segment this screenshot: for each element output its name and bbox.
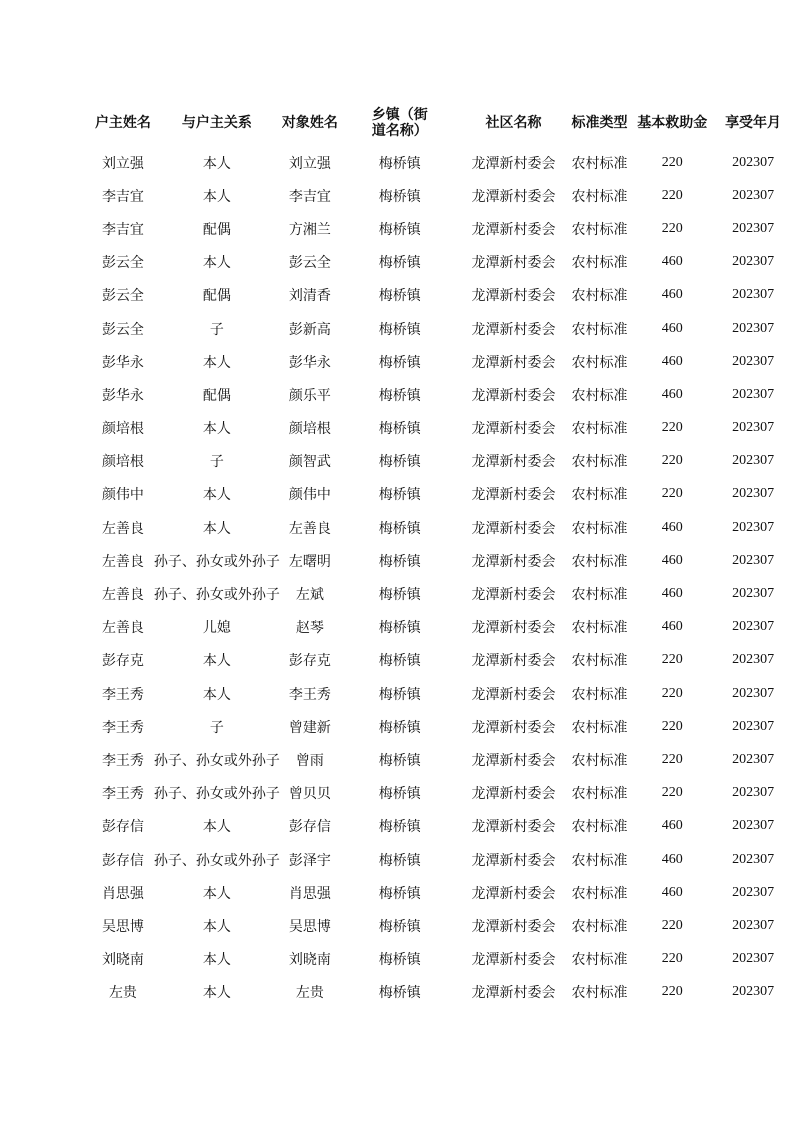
standard-type-cell: 农村标准 — [571, 255, 628, 272]
relationship-cell: 本人 — [202, 985, 231, 1002]
beneficiary-name-cell: 左曙明 — [288, 553, 331, 570]
col-header-period: 享受年月 — [725, 115, 782, 131]
period-cell: 202307 — [732, 386, 775, 402]
basic-aid-cell: 220 — [661, 718, 683, 734]
standard-type-cell: 农村标准 — [571, 620, 628, 637]
basic-aid-cell: 220 — [661, 652, 683, 668]
township-cell: 梅桥镇 — [378, 719, 421, 736]
household-head-cell: 彭存信 — [101, 852, 144, 869]
beneficiary-name-cell: 颜培根 — [288, 421, 331, 438]
relationship-cell: 孙子、孙女或外孙子 — [153, 553, 280, 570]
township-cell: 梅桥镇 — [378, 553, 421, 570]
basic-aid-cell: 220 — [661, 785, 683, 801]
table-row — [92, 943, 793, 976]
community-cell: 龙潭新村委会 — [471, 520, 556, 537]
township-cell: 梅桥镇 — [378, 852, 421, 869]
standard-type-cell: 农村标准 — [571, 553, 628, 570]
beneficiary-name-cell: 彭泽宇 — [288, 852, 331, 869]
beneficiary-name-cell: 左贵 — [295, 985, 324, 1002]
relationship-cell: 本人 — [202, 653, 231, 670]
standard-type-cell: 农村标准 — [571, 819, 628, 836]
township-cell: 梅桥镇 — [378, 288, 421, 305]
household-head-cell: 颜伟中 — [101, 487, 144, 504]
township-cell: 梅桥镇 — [378, 387, 421, 404]
period-cell: 202307 — [732, 154, 775, 170]
relationship-cell: 本人 — [202, 487, 231, 504]
township-cell: 梅桥镇 — [378, 786, 421, 803]
community-cell: 龙潭新村委会 — [471, 155, 556, 172]
beneficiary-name-cell: 刘清香 — [288, 288, 331, 305]
township-cell: 梅桥镇 — [378, 985, 421, 1002]
household-head-cell: 彭云全 — [101, 321, 144, 338]
basic-aid-cell: 220 — [661, 685, 683, 701]
basic-aid-cell: 460 — [661, 287, 683, 303]
beneficiary-name-cell: 赵琴 — [295, 620, 324, 637]
basic-aid-cell: 460 — [661, 254, 683, 270]
community-cell: 龙潭新村委会 — [471, 288, 556, 305]
standard-type-cell: 农村标准 — [571, 885, 628, 902]
household-head-cell: 彭华永 — [101, 387, 144, 404]
period-cell: 202307 — [732, 220, 775, 236]
col-header-standard-type: 标准类型 — [571, 115, 628, 131]
household-head-cell: 左善良 — [101, 520, 144, 537]
household-head-cell: 吴思博 — [101, 918, 144, 935]
period-cell: 202307 — [732, 552, 775, 568]
header-row — [92, 100, 793, 146]
community-cell: 龙潭新村委会 — [471, 188, 556, 205]
community-cell: 龙潭新村委会 — [471, 387, 556, 404]
relationship-cell: 孙子、孙女或外孙子 — [153, 786, 280, 803]
standard-type-cell: 农村标准 — [571, 487, 628, 504]
standard-type-cell: 农村标准 — [571, 786, 628, 803]
township-cell: 梅桥镇 — [378, 321, 421, 338]
community-cell: 龙潭新村委会 — [471, 487, 556, 504]
beneficiary-name-cell: 左善良 — [288, 520, 331, 537]
community-cell: 龙潭新村委会 — [471, 221, 556, 238]
basic-aid-cell: 460 — [661, 818, 683, 834]
basic-aid-cell: 460 — [661, 619, 683, 635]
community-cell: 龙潭新村委会 — [471, 819, 556, 836]
standard-type-cell: 农村标准 — [571, 454, 628, 471]
township-cell: 梅桥镇 — [378, 354, 421, 371]
beneficiary-name-cell: 彭云全 — [288, 255, 331, 272]
basic-aid-cell: 460 — [661, 519, 683, 535]
table-row — [92, 412, 793, 445]
table-row — [92, 743, 793, 776]
beneficiary-name-cell: 颜伟中 — [288, 487, 331, 504]
period-cell: 202307 — [732, 718, 775, 734]
period-cell: 202307 — [732, 353, 775, 369]
standard-type-cell: 农村标准 — [571, 719, 628, 736]
table-row — [92, 345, 793, 378]
relationship-cell: 本人 — [202, 255, 231, 272]
basic-aid-cell: 220 — [661, 154, 683, 170]
standard-type-cell: 农村标准 — [571, 354, 628, 371]
table-row — [92, 777, 793, 810]
household-head-cell: 彭云全 — [101, 255, 144, 272]
township-cell: 梅桥镇 — [378, 188, 421, 205]
table-row — [92, 876, 793, 909]
relationship-cell: 孙子、孙女或外孙子 — [153, 752, 280, 769]
relationship-cell: 本人 — [202, 918, 231, 935]
table-row — [92, 478, 793, 511]
period-cell: 202307 — [732, 486, 775, 502]
household-head-cell: 李吉宜 — [101, 188, 144, 205]
household-head-cell: 肖思强 — [101, 885, 144, 902]
relationship-cell: 本人 — [202, 819, 231, 836]
basic-aid-cell: 220 — [661, 187, 683, 203]
standard-type-cell: 农村标准 — [571, 752, 628, 769]
col-header-household-head: 户主姓名 — [94, 115, 151, 131]
household-head-cell: 左善良 — [101, 553, 144, 570]
township-cell: 梅桥镇 — [378, 686, 421, 703]
col-header-community: 社区名称 — [485, 115, 542, 131]
table-row — [92, 644, 793, 677]
relationship-cell: 子 — [209, 719, 224, 736]
beneficiary-name-cell: 彭新高 — [288, 321, 331, 338]
beneficiary-name-cell: 曾建新 — [288, 719, 331, 736]
township-cell: 梅桥镇 — [378, 520, 421, 537]
period-cell: 202307 — [732, 586, 775, 602]
period-cell: 202307 — [732, 818, 775, 834]
period-cell: 202307 — [732, 884, 775, 900]
table-row — [92, 378, 793, 411]
standard-type-cell: 农村标准 — [571, 587, 628, 604]
relationship-cell: 本人 — [202, 155, 231, 172]
col-header-township: 乡镇（街道名称） — [371, 107, 428, 139]
household-head-cell: 左善良 — [101, 587, 144, 604]
household-head-cell: 颜培根 — [101, 421, 144, 438]
table-row — [92, 279, 793, 312]
township-cell: 梅桥镇 — [378, 587, 421, 604]
period-cell: 202307 — [732, 751, 775, 767]
township-cell: 梅桥镇 — [378, 653, 421, 670]
relationship-cell: 孙子、孙女或外孙子 — [153, 587, 280, 604]
household-head-cell: 左贵 — [108, 985, 137, 1002]
relationship-cell: 配偶 — [202, 288, 231, 305]
standard-type-cell: 农村标准 — [571, 221, 628, 238]
community-cell: 龙潭新村委会 — [471, 255, 556, 272]
community-cell: 龙潭新村委会 — [471, 885, 556, 902]
table-row — [92, 810, 793, 843]
beneficiary-name-cell: 彭存信 — [288, 819, 331, 836]
period-cell: 202307 — [732, 984, 775, 1000]
community-cell: 龙潭新村委会 — [471, 786, 556, 803]
beneficiary-name-cell: 曾贝贝 — [288, 786, 331, 803]
period-cell: 202307 — [732, 685, 775, 701]
community-cell: 龙潭新村委会 — [471, 587, 556, 604]
period-cell: 202307 — [732, 519, 775, 535]
table-row — [92, 677, 793, 710]
household-head-cell: 李吉宜 — [101, 221, 144, 238]
period-cell: 202307 — [732, 785, 775, 801]
col-header-beneficiary-name: 对象姓名 — [281, 115, 338, 131]
period-cell: 202307 — [732, 851, 775, 867]
community-cell: 龙潭新村委会 — [471, 952, 556, 969]
standard-type-cell: 农村标准 — [571, 520, 628, 537]
relationship-cell: 子 — [209, 454, 224, 471]
household-head-cell: 彭华永 — [101, 354, 144, 371]
standard-type-cell: 农村标准 — [571, 686, 628, 703]
period-cell: 202307 — [732, 652, 775, 668]
period-cell: 202307 — [732, 320, 775, 336]
basic-aid-cell: 460 — [661, 353, 683, 369]
standard-type-cell: 农村标准 — [571, 918, 628, 935]
relationship-cell: 本人 — [202, 354, 231, 371]
col-header-relationship: 与户主关系 — [181, 115, 252, 131]
table-row — [92, 146, 793, 179]
household-head-cell: 刘晓南 — [101, 952, 144, 969]
community-cell: 龙潭新村委会 — [471, 421, 556, 438]
community-cell: 龙潭新村委会 — [471, 918, 556, 935]
period-cell: 202307 — [732, 917, 775, 933]
township-cell: 梅桥镇 — [378, 752, 421, 769]
standard-type-cell: 农村标准 — [571, 421, 628, 438]
table-row — [92, 544, 793, 577]
basic-aid-cell: 220 — [661, 453, 683, 469]
standard-type-cell: 农村标准 — [571, 387, 628, 404]
table-row — [92, 212, 793, 245]
community-cell: 龙潭新村委会 — [471, 752, 556, 769]
township-cell: 梅桥镇 — [378, 454, 421, 471]
table-row — [92, 511, 793, 544]
standard-type-cell: 农村标准 — [571, 321, 628, 338]
col-header-basic-aid: 基本救助金 — [637, 115, 708, 131]
period-cell: 202307 — [732, 453, 775, 469]
township-cell: 梅桥镇 — [378, 620, 421, 637]
household-head-cell: 彭存克 — [101, 653, 144, 670]
basic-aid-cell: 220 — [661, 220, 683, 236]
community-cell: 龙潭新村委会 — [471, 985, 556, 1002]
period-cell: 202307 — [732, 287, 775, 303]
beneficiary-name-cell: 李吉宜 — [288, 188, 331, 205]
community-cell: 龙潭新村委会 — [471, 719, 556, 736]
household-head-cell: 李王秀 — [101, 686, 144, 703]
table-row — [92, 246, 793, 279]
relationship-cell: 本人 — [202, 952, 231, 969]
beneficiary-name-cell: 彭存克 — [288, 653, 331, 670]
township-cell: 梅桥镇 — [378, 255, 421, 272]
relationship-cell: 本人 — [202, 686, 231, 703]
table-row — [92, 976, 793, 1009]
relationship-cell: 本人 — [202, 520, 231, 537]
township-cell: 梅桥镇 — [378, 918, 421, 935]
table-row — [92, 445, 793, 478]
beneficiary-name-cell: 刘晓南 — [288, 952, 331, 969]
period-cell: 202307 — [732, 951, 775, 967]
township-cell: 梅桥镇 — [378, 885, 421, 902]
community-cell: 龙潭新村委会 — [471, 321, 556, 338]
standard-type-cell: 农村标准 — [571, 985, 628, 1002]
household-head-cell: 颜培根 — [101, 454, 144, 471]
beneficiary-name-cell: 肖思强 — [288, 885, 331, 902]
household-head-cell: 刘立强 — [101, 155, 144, 172]
basic-aid-cell: 460 — [661, 884, 683, 900]
standard-type-cell: 农村标准 — [571, 155, 628, 172]
community-cell: 龙潭新村委会 — [471, 686, 556, 703]
basic-aid-cell: 220 — [661, 917, 683, 933]
household-head-cell: 彭存信 — [101, 819, 144, 836]
township-cell: 梅桥镇 — [378, 952, 421, 969]
basic-aid-cell: 460 — [661, 320, 683, 336]
household-head-cell: 彭云全 — [101, 288, 144, 305]
township-cell: 梅桥镇 — [378, 221, 421, 238]
relationship-cell: 本人 — [202, 885, 231, 902]
relationship-cell: 本人 — [202, 421, 231, 438]
community-cell: 龙潭新村委会 — [471, 653, 556, 670]
period-cell: 202307 — [732, 254, 775, 270]
township-cell: 梅桥镇 — [378, 155, 421, 172]
period-cell: 202307 — [732, 187, 775, 203]
table-row — [92, 312, 793, 345]
household-head-cell: 李王秀 — [101, 719, 144, 736]
table-row — [92, 577, 793, 610]
relationship-cell: 本人 — [202, 188, 231, 205]
assistance-table — [92, 100, 793, 1009]
beneficiary-name-cell: 左斌 — [295, 587, 324, 604]
table-row — [92, 843, 793, 876]
table-row — [92, 909, 793, 942]
standard-type-cell: 农村标准 — [571, 653, 628, 670]
relationship-cell: 配偶 — [202, 387, 231, 404]
standard-type-cell: 农村标准 — [571, 852, 628, 869]
household-head-cell: 左善良 — [101, 620, 144, 637]
beneficiary-name-cell: 刘立强 — [288, 155, 331, 172]
basic-aid-cell: 220 — [661, 420, 683, 436]
beneficiary-name-cell: 颜智武 — [288, 454, 331, 471]
basic-aid-cell: 220 — [661, 951, 683, 967]
period-cell: 202307 — [732, 619, 775, 635]
basic-aid-cell: 460 — [661, 851, 683, 867]
basic-aid-cell: 220 — [661, 751, 683, 767]
community-cell: 龙潭新村委会 — [471, 553, 556, 570]
standard-type-cell: 农村标准 — [571, 952, 628, 969]
basic-aid-cell: 220 — [661, 984, 683, 1000]
household-head-cell: 李王秀 — [101, 786, 144, 803]
community-cell: 龙潭新村委会 — [471, 354, 556, 371]
basic-aid-cell: 460 — [661, 386, 683, 402]
table-row — [92, 710, 793, 743]
community-cell: 龙潭新村委会 — [471, 852, 556, 869]
beneficiary-name-cell: 曾雨 — [295, 752, 324, 769]
township-cell: 梅桥镇 — [378, 487, 421, 504]
relationship-cell: 配偶 — [202, 221, 231, 238]
table-row — [92, 179, 793, 212]
township-cell: 梅桥镇 — [378, 421, 421, 438]
household-head-cell: 李王秀 — [101, 752, 144, 769]
table-row — [92, 611, 793, 644]
beneficiary-name-cell: 彭华永 — [288, 354, 331, 371]
relationship-cell: 孙子、孙女或外孙子 — [153, 852, 280, 869]
beneficiary-name-cell: 方湘兰 — [288, 221, 331, 238]
period-cell: 202307 — [732, 420, 775, 436]
basic-aid-cell: 460 — [661, 586, 683, 602]
beneficiary-name-cell: 李王秀 — [288, 686, 331, 703]
relationship-cell: 儿媳 — [202, 620, 231, 637]
community-cell: 龙潭新村委会 — [471, 454, 556, 471]
standard-type-cell: 农村标准 — [571, 288, 628, 305]
township-cell: 梅桥镇 — [378, 819, 421, 836]
standard-type-cell: 农村标准 — [571, 188, 628, 205]
beneficiary-name-cell: 吴思博 — [288, 918, 331, 935]
relationship-cell: 子 — [209, 321, 224, 338]
basic-aid-cell: 460 — [661, 552, 683, 568]
community-cell: 龙潭新村委会 — [471, 620, 556, 637]
basic-aid-cell: 220 — [661, 486, 683, 502]
beneficiary-name-cell: 颜乐平 — [288, 387, 331, 404]
